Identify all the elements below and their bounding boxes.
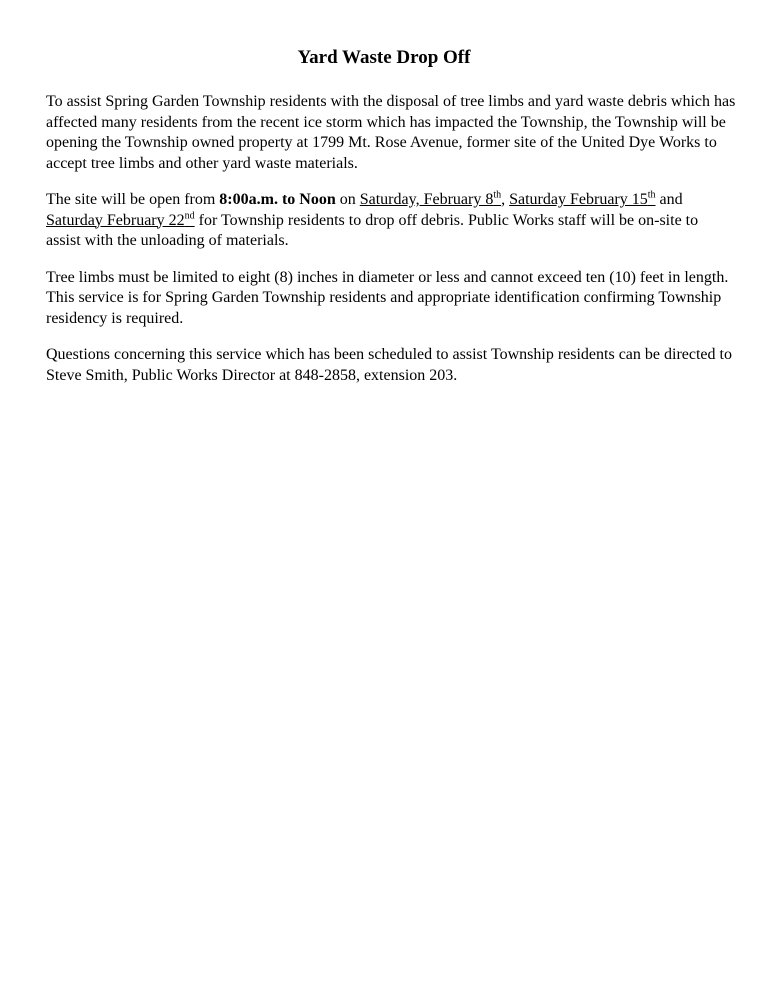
schedule-closing-text: for Township residents to drop off debris. Public Works staff will be on-site to assist with the unloading of materials. [46,211,699,249]
paragraph-purpose: To assist Spring Garden Township residents with the disposal of tree limbs and yard waste debris which has affected many residents from the recent ice storm which has impacted the Township, the Township will be opening the Township owned property at 1799 Mt. Rose Avenue, former site of the United Dye Works to accept tree limbs and other yard waste materials. [46,93,736,172]
paragraph-schedule [46,190,736,252]
date-2-text: Saturday February 15 [509,191,648,208]
date-1-text: Saturday, February 8 [359,191,494,208]
paragraph-contact: Questions concerning this service which has been scheduled to assist Township residents can be directed to Steve Smith, Public Works Director at 848-2858, extension 203. [46,346,732,384]
date-1-suffix: th [493,189,502,201]
schedule-intro-text: The site will be open from [46,191,220,208]
hours-text: 8:00a.m. to Noon [219,191,336,208]
date-1 [360,191,501,208]
date-3-suffix: nd [184,210,195,222]
date-2 [509,191,655,208]
document-body [46,92,736,402]
paragraph-restrictions: Tree limbs must be limited to eight (8) inches in diameter or less and cannot exceed ten (10) feet in length. This service is for Spring Garden Township residents and appropriate identification confirming Township residency is required. [46,268,729,327]
date-2-suffix: th [647,189,656,201]
date-3 [46,212,195,229]
document-title: Yard Waste Drop Off [297,47,471,68]
on-text: on [335,191,360,208]
date-3-text: Saturday February 22 [46,211,185,229]
comma-text: , [501,191,510,208]
and-text: and [655,191,683,208]
